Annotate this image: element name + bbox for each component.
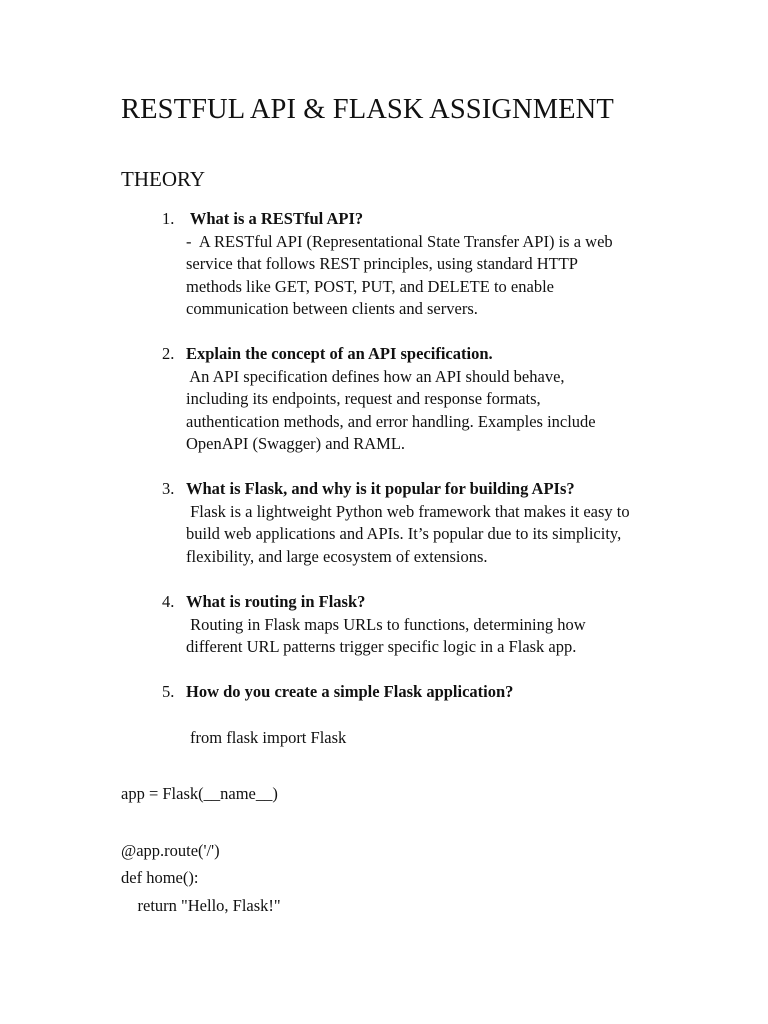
code-line-return: return "Hello, Flask!" bbox=[121, 896, 281, 915]
code-line-app: app = Flask(__name__) bbox=[121, 784, 278, 803]
question-text: How do you create a simple Flask application? bbox=[186, 682, 514, 701]
answer-line: OpenAPI (Swagger) and RAML. bbox=[186, 434, 406, 453]
question-text: What is Flask, and why is it popular for building APIs? bbox=[186, 479, 575, 498]
document-title: RESTFUL API & FLASK ASSIGNMENT bbox=[121, 94, 614, 125]
answer-line: An API specification defines how an API should behave, bbox=[186, 366, 565, 386]
question-number: 4. bbox=[162, 592, 175, 611]
answer-line: different URL patterns trigger specific logic in a Flask app. bbox=[186, 637, 577, 656]
answer-line: - A RESTful API (Representational State Transfer API) is a web bbox=[186, 231, 613, 251]
answer-line: communication between clients and servers. bbox=[186, 299, 478, 318]
code-line-def: def home(): bbox=[121, 868, 199, 887]
answer-text bbox=[186, 501, 681, 569]
section-heading: THEORY bbox=[121, 167, 205, 191]
answer-line: methods like GET, POST, PUT, and DELETE to enable bbox=[186, 276, 554, 296]
question-text: What is routing in Flask? bbox=[186, 592, 366, 611]
code-line-import: from flask import Flask bbox=[190, 728, 347, 747]
code-line-route: @app.route('/') bbox=[121, 841, 220, 860]
answer-line: flexibility, and large ecosystem of extensions. bbox=[186, 546, 488, 566]
answer-text bbox=[186, 614, 681, 659]
answer-text bbox=[186, 231, 681, 321]
question-number: 5. bbox=[162, 682, 175, 701]
question-number: 2. bbox=[162, 344, 175, 363]
question-number: 1. bbox=[162, 209, 175, 228]
question-number: 3. bbox=[162, 479, 175, 498]
answer-line: service that follows REST principles, using standard HTTP bbox=[186, 254, 578, 273]
answer-line: build web applications and APIs. It’s popular due to its simplicity, bbox=[186, 524, 622, 543]
answer-text bbox=[186, 366, 681, 456]
answer-line: including its endpoints, request and response formats, bbox=[186, 389, 541, 408]
answer-line: authentication methods, and error handling. Examples include bbox=[186, 411, 596, 431]
answer-line: Flask is a lightweight Python web framework that makes it easy to bbox=[186, 501, 630, 521]
answer-line: Routing in Flask maps URLs to functions, determining how bbox=[186, 614, 586, 634]
question-text: What is a RESTful API? bbox=[186, 209, 364, 228]
question-text: Explain the concept of an API specification. bbox=[186, 344, 493, 363]
